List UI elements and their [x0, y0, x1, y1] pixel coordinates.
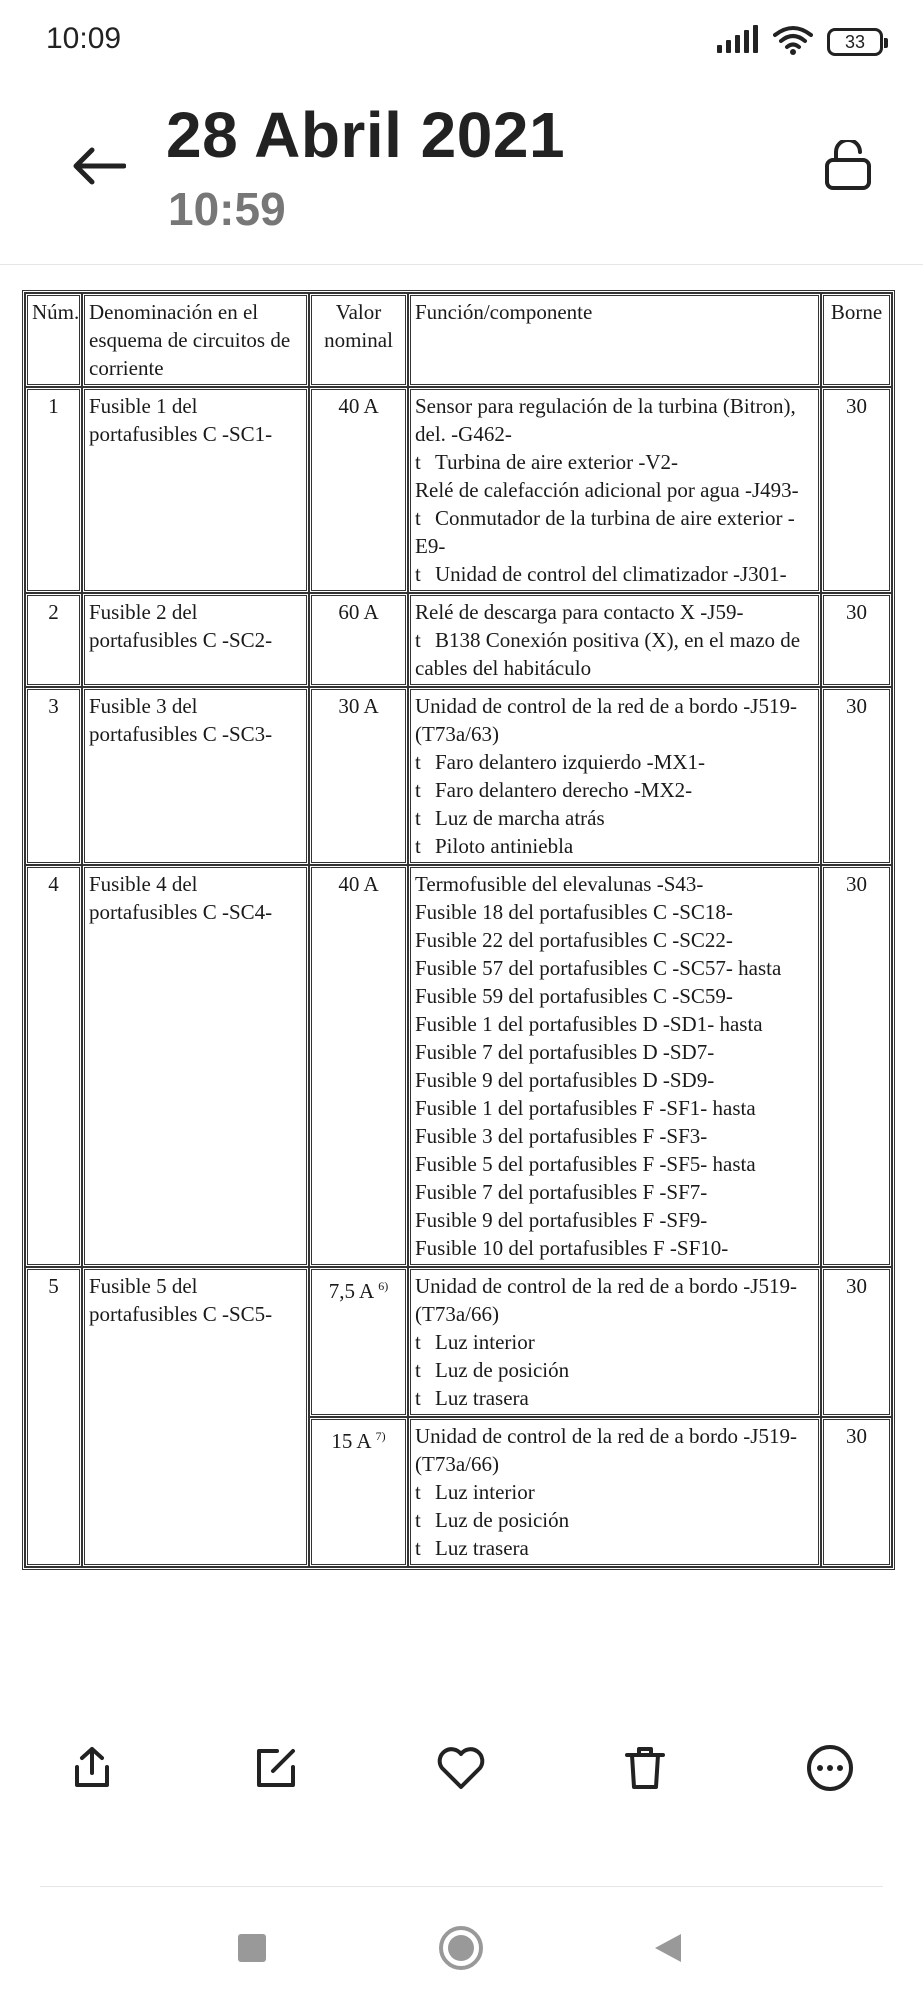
- function-text: Luz de posición: [435, 1508, 570, 1532]
- terminal-value: 30: [821, 1417, 892, 1567]
- square-icon: [237, 1933, 267, 1968]
- bottom-action-bar: [0, 1700, 923, 1835]
- bullet-marker: t: [415, 1386, 421, 1410]
- function-text: Fusible 5 del portafusibles F -SF5- hasta: [415, 1152, 756, 1176]
- function-line: [415, 392, 814, 448]
- function-text: Unidad de control de la red de a bordo -J519- (T73a/63): [415, 694, 797, 746]
- bullet-marker: t: [415, 1480, 421, 1504]
- function-text: Conmutador de la turbina de aire exterior -E9-: [415, 506, 795, 558]
- edit-icon: [253, 1745, 299, 1796]
- system-nav-bar: [0, 1895, 923, 2000]
- header: [0, 80, 923, 265]
- bullet-marker: t: [415, 1536, 421, 1560]
- fuse-number: 2: [25, 593, 82, 687]
- nominal-value: [309, 687, 408, 865]
- function-text: Unidad de control de la red de a bordo -J519- (T73a/66): [415, 1424, 797, 1476]
- function-cell: [408, 687, 821, 865]
- column-header: Función/componente: [408, 293, 821, 387]
- function-line: [415, 560, 814, 588]
- status-icons: [717, 22, 883, 62]
- table-body: [25, 387, 892, 1567]
- bullet-marker: t: [415, 628, 421, 652]
- function-line: [415, 1094, 814, 1122]
- function-text: Termofusible del elevalunas -S43-: [415, 872, 704, 896]
- column-header: Borne: [821, 293, 892, 387]
- nav-divider: [40, 1886, 883, 1887]
- fuse-designation: Fusible 5 del portafusibles C -SC5-: [82, 1267, 309, 1567]
- bullet-marker: t: [415, 506, 421, 530]
- fuse-designation: Fusible 3 del portafusibles C -SC3-: [82, 687, 309, 865]
- table-row: [25, 687, 892, 865]
- nominal-value: [309, 387, 408, 593]
- table-row: [25, 387, 892, 593]
- function-text: Relé de descarga para contacto X -J59-: [415, 600, 744, 624]
- function-text: Fusible 9 del portafusibles D -SD9-: [415, 1068, 715, 1092]
- function-line: [415, 692, 814, 748]
- fuse-designation: Fusible 4 del portafusibles C -SC4-: [82, 865, 309, 1267]
- function-text: Luz interior: [435, 1330, 535, 1354]
- fuse-number: 1: [25, 387, 82, 593]
- function-text: Fusible 7 del portafusibles F -SF7-: [415, 1180, 708, 1204]
- fuse-number: 3: [25, 687, 82, 865]
- function-text: Luz interior: [435, 1480, 535, 1504]
- battery-icon: [827, 28, 883, 56]
- function-line: [415, 626, 814, 682]
- nominal-value-text: 15 A: [331, 1429, 371, 1453]
- function-cell: [408, 1417, 821, 1567]
- status-bar: [0, 0, 923, 80]
- back-arrow-icon: [70, 146, 126, 191]
- function-text: Sensor para regulación de la turbina (Bitron), del. -G462-: [415, 394, 796, 446]
- bullet-marker: t: [415, 562, 421, 586]
- function-text: Luz de posición: [435, 1358, 570, 1382]
- document-page: [22, 290, 889, 1570]
- function-cell: [408, 1267, 821, 1417]
- function-text: Fusible 18 del portafusibles C -SC18-: [415, 900, 733, 924]
- function-line: [415, 1506, 814, 1534]
- fuse-number: 4: [25, 865, 82, 1267]
- column-header: Denominación en el esquema de circuitos de corriente: [82, 293, 309, 387]
- footnote-marker: 7): [375, 1429, 386, 1443]
- function-text: Piloto antiniebla: [435, 834, 574, 858]
- function-cell: [408, 593, 821, 687]
- function-line: [415, 1422, 814, 1478]
- wifi-icon: [773, 25, 813, 60]
- function-line: [415, 832, 814, 860]
- function-line: [415, 1206, 814, 1234]
- function-text: Fusible 1 del portafusibles D -SD1- hasta: [415, 1012, 763, 1036]
- function-text: Fusible 9 del portafusibles F -SF9-: [415, 1208, 708, 1232]
- function-text: Luz trasera: [435, 1386, 529, 1410]
- footnote-marker: 6): [378, 1279, 389, 1293]
- function-text: Faro delantero izquierdo -MX1-: [435, 750, 705, 774]
- function-line: [415, 804, 814, 832]
- back-button[interactable]: [643, 1925, 693, 1975]
- terminal-value: 30: [821, 687, 892, 865]
- function-line: [415, 1356, 814, 1384]
- function-line: [415, 1178, 814, 1206]
- function-line: [415, 898, 814, 926]
- more-button[interactable]: [798, 1738, 862, 1802]
- nominal-value: [309, 865, 408, 1267]
- document-image[interactable]: [0, 266, 923, 1700]
- function-line: [415, 1534, 814, 1562]
- signal-icon: [717, 25, 759, 60]
- lock-button[interactable]: [813, 132, 883, 202]
- function-text: B138 Conexión positiva (X), en el mazo de cables del habitáculo: [415, 628, 801, 680]
- function-text: Fusible 59 del portafusibles C -SC59-: [415, 984, 733, 1008]
- table-header-row: [25, 293, 892, 387]
- triangle-back-icon: [651, 1931, 685, 1970]
- bullet-marker: t: [415, 750, 421, 774]
- battery-level: 33: [844, 31, 866, 52]
- function-cell: [408, 865, 821, 1267]
- more-icon: [805, 1743, 855, 1798]
- terminal-value: 30: [821, 387, 892, 593]
- bullet-marker: t: [415, 1508, 421, 1532]
- circle-icon: [438, 1925, 484, 1976]
- function-line: [415, 1328, 814, 1356]
- function-cell: [408, 387, 821, 593]
- function-text: Relé de calefacción adicional por agua -J493-: [415, 478, 799, 502]
- nominal-value-text: 40 A: [338, 872, 379, 896]
- function-line: [415, 1150, 814, 1178]
- nominal-value: [309, 1267, 408, 1417]
- terminal-value: 30: [821, 865, 892, 1267]
- function-line: [415, 1272, 814, 1328]
- favorite-button[interactable]: [429, 1738, 493, 1802]
- heart-icon: [436, 1745, 486, 1796]
- function-text: Unidad de control del climatizador -J301-: [435, 562, 787, 586]
- function-line: [415, 1384, 814, 1412]
- header-divider: [0, 264, 923, 265]
- function-line: [415, 1038, 814, 1066]
- function-line: [415, 1010, 814, 1038]
- function-line: [415, 1066, 814, 1094]
- back-arrow-button[interactable]: [68, 138, 128, 198]
- function-text: Unidad de control de la red de a bordo -J519- (T73a/66): [415, 1274, 797, 1326]
- fuse-number: 5: [25, 1267, 82, 1567]
- function-text: Turbina de aire exterior -V2-: [435, 450, 678, 474]
- bullet-marker: t: [415, 778, 421, 802]
- function-line: [415, 982, 814, 1010]
- fuse-table: [22, 290, 895, 1570]
- status-time: 10:09: [46, 22, 122, 55]
- bullet-marker: t: [415, 834, 421, 858]
- function-text: Faro delantero derecho -MX2-: [435, 778, 693, 802]
- function-line: [415, 1478, 814, 1506]
- bullet-marker: t: [415, 1358, 421, 1382]
- function-line: [415, 448, 814, 476]
- bullet-marker: t: [415, 806, 421, 830]
- table-row: [25, 1267, 892, 1417]
- share-button[interactable]: [60, 1738, 124, 1802]
- trash-icon: [622, 1745, 668, 1796]
- function-line: [415, 476, 814, 504]
- edit-button[interactable]: [244, 1738, 308, 1802]
- column-header: Valor nominal: [309, 293, 408, 387]
- nominal-value: [309, 593, 408, 687]
- table-row: [25, 865, 892, 1267]
- function-text: Fusible 7 del portafusibles D -SD7-: [415, 1040, 715, 1064]
- function-line: [415, 776, 814, 804]
- table-row: [25, 593, 892, 687]
- function-text: Fusible 3 del portafusibles F -SF3-: [415, 1124, 708, 1148]
- function-text: Luz trasera: [435, 1536, 529, 1560]
- share-icon: [69, 1745, 115, 1796]
- function-line: [415, 926, 814, 954]
- nominal-value-text: 30 A: [338, 694, 379, 718]
- function-text: Fusible 57 del portafusibles C -SC57- hasta: [415, 956, 782, 980]
- function-text: Fusible 10 del portafusibles F -SF10-: [415, 1236, 729, 1260]
- function-text: Luz de marcha atrás: [435, 806, 605, 830]
- terminal-value: 30: [821, 1267, 892, 1417]
- function-line: [415, 954, 814, 982]
- delete-button[interactable]: [613, 1738, 677, 1802]
- function-line: [415, 1122, 814, 1150]
- page-title: 28 Abril 2021: [166, 99, 566, 171]
- page-subtitle: 10:59: [168, 183, 286, 235]
- function-text: Fusible 22 del portafusibles C -SC22-: [415, 928, 733, 952]
- function-line: [415, 748, 814, 776]
- bullet-marker: t: [415, 450, 421, 474]
- function-line: [415, 870, 814, 898]
- nominal-value-text: 60 A: [338, 600, 379, 624]
- function-line: [415, 504, 814, 560]
- function-line: [415, 598, 814, 626]
- fuse-designation: Fusible 2 del portafusibles C -SC2-: [82, 593, 309, 687]
- nominal-value-text: 7,5 A: [328, 1279, 374, 1303]
- bullet-marker: t: [415, 1330, 421, 1354]
- column-header: Núm.: [25, 293, 82, 387]
- function-line: [415, 1234, 814, 1262]
- home-button[interactable]: [436, 1925, 486, 1975]
- terminal-value: 30: [821, 593, 892, 687]
- function-text: Fusible 1 del portafusibles F -SF1- hasta: [415, 1096, 756, 1120]
- unlock-icon: [823, 140, 873, 195]
- recents-button[interactable]: [227, 1925, 277, 1975]
- nominal-value-text: 40 A: [338, 394, 379, 418]
- fuse-designation: Fusible 1 del portafusibles C -SC1-: [82, 387, 309, 593]
- nominal-value: [309, 1417, 408, 1567]
